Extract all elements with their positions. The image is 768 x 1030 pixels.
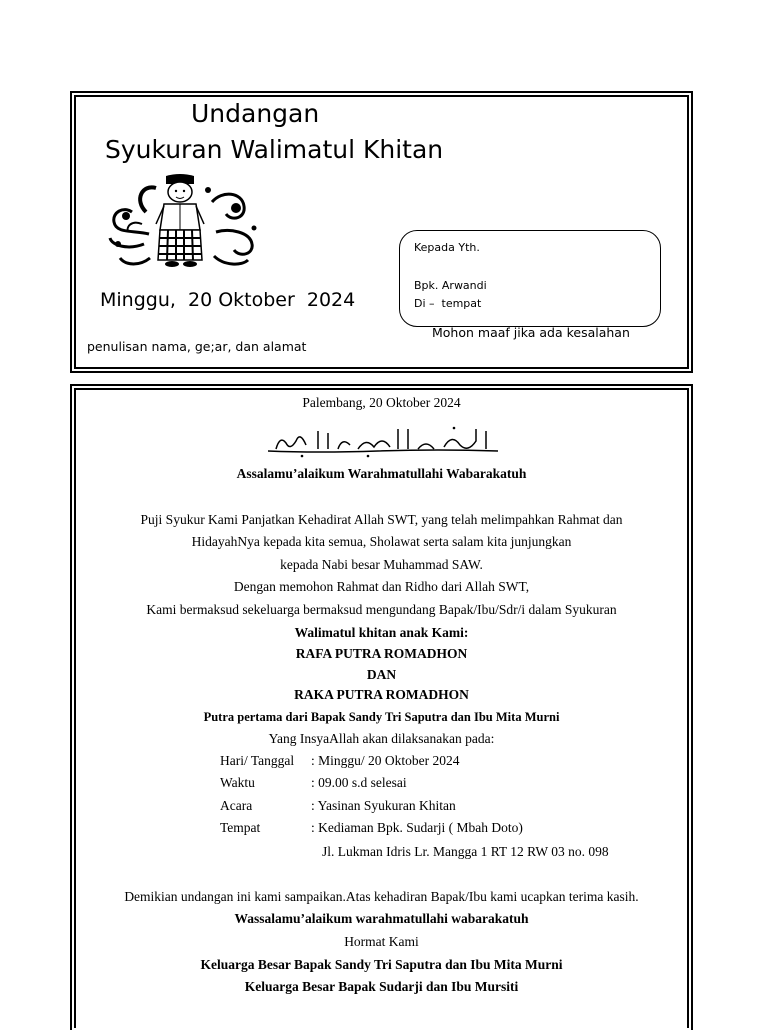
regards: Hormat Kami [344,934,419,949]
family-signature-1: Keluarga Besar Bapak Sandy Tri Saputra dan Ibu Mita Murni [200,957,563,972]
detail-label-date: Hari/ Tanggal [220,753,295,768]
body-line-5: Kami bermaksud sekeluarga bermaksud mengundang Bapak/Ibu/Sdr/i dalam Syukuran [146,602,617,617]
recipient-address-box[interactable] [399,230,661,327]
body-line-4: Dengan memohon Rahmat dan Ridho dari Allah SWT, [233,579,530,594]
recipient-greeting: Kepada Yth. [414,241,480,254]
recipient-name: Bpk. Arwandi [414,279,487,292]
detail-label-time: Waktu [220,775,255,790]
apology-note-line1: Mohon maaf jika ada kesalahan [432,325,630,340]
event-date: Minggu, 20 Oktober 2024 [100,289,356,311]
parents-line: Putra pertama dari Bapak Sandy Tri Saputra dan Ibu Mita Murni [203,710,560,724]
event-heading: Walimatul khitan anak Kami: [294,625,469,640]
apology-note-line2: penulisan nama, ge;ar, dan alamat [87,339,307,354]
details-intro: Yang InsyaAllah akan dilaksanakan pada: [268,731,495,746]
body-line-2: HidayahNya kepada kita semua, Sholawat serta salam kita junjungkan [191,534,572,549]
detail-value-place: : Kediaman Bpk. Sudarji ( Mbah Doto) [311,820,523,835]
child-conjunction: DAN [366,667,397,682]
detail-street-address: Jl. Lukman Idris Lr. Mangga 1 RT 12 RW 03 no. 098 [322,844,609,859]
family-signature-2: Keluarga Besar Bapak Sudarji dan Ibu Mursiti [244,979,519,994]
body-line-1: Puji Syukur Kami Panjatkan Kehadirat Allah SWT, yang telah melimpahkan Rahmat dan [140,512,623,527]
detail-value-date: : Minggu/ 20 Oktober 2024 [311,753,460,768]
cover-subtitle: Syukuran Walimatul Khitan [105,135,444,164]
closing-salam: Wassalamu’alaikum warahmatullahi wabarakatuh [234,911,529,926]
opening-salam: Assalamu’alaikum Warahmatullahi Wabarakatuh [236,466,527,481]
detail-value-event: : Yasinan Syukuran Khitan [311,798,456,813]
place-date: Palembang, 20 Oktober 2024 [302,395,461,410]
child-name-1: RAFA PUTRA ROMADHON [295,646,468,661]
detail-label-place: Tempat [220,820,261,835]
body-line-3: kepada Nabi besar Muhammad SAW. [280,557,483,572]
basmalah-calligraphy [258,423,508,459]
cover-title: Undangan [191,99,320,128]
detail-label-event: Acara [220,798,253,813]
child-name-2: RAKA PUTRA ROMADHON [294,687,469,702]
recipient-place: Di – tempat [414,297,482,310]
circumcision-boy-illustration [104,172,260,272]
closing-sentence: Demikian undangan ini kami sampaikan.Atas kehadiran Bapak/Ibu kami ucapkan terima kasih. [124,889,639,904]
detail-value-time: : 09.00 s.d selesai [311,775,407,790]
